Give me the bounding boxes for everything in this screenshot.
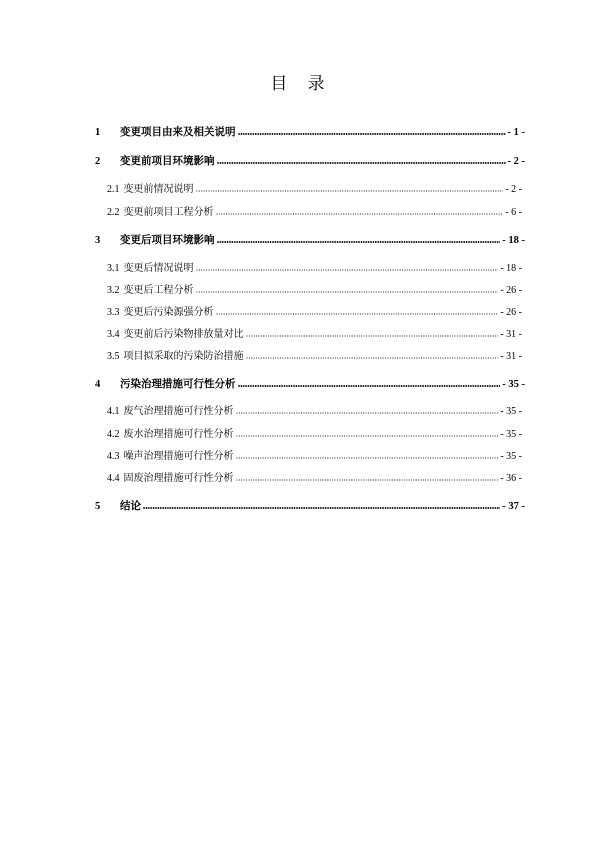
toc-entry-number: 2.1 xyxy=(107,184,120,195)
toc-entry-page: - 36 - xyxy=(500,473,522,484)
toc-entry-label: 变更前项目环境影响 xyxy=(120,156,215,167)
toc-entry-page: - 37 - xyxy=(502,501,525,512)
toc-entry-number: 4 xyxy=(95,379,101,390)
toc-entry-number: 5 xyxy=(95,501,101,512)
toc-entry-label: 变更项目由来及相关说明 xyxy=(120,127,236,138)
toc-entry-page: - 26 - xyxy=(500,285,522,296)
toc-entry-1[interactable] xyxy=(95,125,525,141)
toc-leader xyxy=(246,335,499,337)
toc-leader xyxy=(236,457,499,459)
toc-entry-3-5[interactable] xyxy=(107,349,522,365)
toc-entry-number: 3.4 xyxy=(107,329,120,340)
toc-entry-page: - 35 - xyxy=(502,379,525,390)
toc-entry-page: - 31 - xyxy=(500,351,522,362)
toc-entry-number: 3.3 xyxy=(107,307,120,318)
toc-leader xyxy=(238,385,501,387)
toc-leader xyxy=(196,291,499,293)
toc-leader xyxy=(196,269,499,271)
page-title: 目 录 xyxy=(270,74,333,93)
toc-leader xyxy=(216,213,504,215)
toc-entry-number: 3 xyxy=(95,235,101,246)
toc-entry-4-1[interactable] xyxy=(107,404,522,420)
toc-entry-3-2[interactable] xyxy=(107,283,522,299)
toc-entry-label: 变更后项目环境影响 xyxy=(120,235,215,246)
toc-entry-5[interactable] xyxy=(95,499,525,515)
toc-entry-label: 变更后污染源强分析 xyxy=(123,307,214,318)
toc-entry-page: - 6 - xyxy=(505,207,522,218)
toc-entry-label: 变更前后污染物排放量对比 xyxy=(123,329,244,340)
toc-entry-4-4[interactable] xyxy=(107,471,522,487)
toc-entry-label: 变更前情况说明 xyxy=(123,184,194,195)
toc-entry-page: - 18 - xyxy=(502,235,525,246)
toc-entry-page: - 35 - xyxy=(500,429,522,440)
toc-entry-label: 污染治理措施可行性分析 xyxy=(120,379,236,390)
toc-entry-label: 固废治理措施可行性分析 xyxy=(123,473,234,484)
toc-entry-4[interactable] xyxy=(95,377,525,393)
toc-leader xyxy=(143,507,500,509)
toc-entry-page: - 35 - xyxy=(500,406,522,417)
toc-entry-number: 4.4 xyxy=(107,473,120,484)
toc-leader xyxy=(216,313,499,315)
toc-entry-label: 变更前项目工程分析 xyxy=(123,207,214,218)
toc-entry-number: 2 xyxy=(95,156,101,167)
toc-entry-page: - 2 - xyxy=(505,184,522,195)
toc-leader xyxy=(246,357,499,359)
toc-entry-3[interactable] xyxy=(95,233,525,249)
toc-entry-3-3[interactable] xyxy=(107,305,522,321)
toc-entry-label: 废水治理措施可行性分析 xyxy=(123,429,234,440)
toc-entry-number: 3.1 xyxy=(107,263,120,274)
toc-entry-page: - 35 - xyxy=(500,451,522,462)
toc-leader xyxy=(236,412,499,414)
toc-entry-4-3[interactable] xyxy=(107,449,522,465)
toc-leader xyxy=(236,435,499,437)
toc-entry-2-2[interactable] xyxy=(107,205,522,221)
toc-entry-number: 2.2 xyxy=(107,207,120,218)
toc-entry-page: - 2 - xyxy=(507,156,525,167)
toc-entry-page: - 18 - xyxy=(500,263,522,274)
toc-entry-number: 4.3 xyxy=(107,451,120,462)
toc-leader xyxy=(238,133,506,135)
toc-entry-number: 3.2 xyxy=(107,285,120,296)
toc-entry-3-4[interactable] xyxy=(107,327,522,343)
toc-entry-label: 变更后情况说明 xyxy=(123,263,194,274)
toc-entry-number: 3.5 xyxy=(107,351,120,362)
toc-entry-number: 1 xyxy=(95,127,101,138)
toc-entry-2[interactable] xyxy=(95,154,525,170)
toc-entry-3-1[interactable] xyxy=(107,261,522,277)
toc-entry-page: - 26 - xyxy=(500,307,522,318)
toc-leader xyxy=(236,479,499,481)
toc-entry-page: - 1 - xyxy=(507,127,525,138)
toc-entry-label: 废气治理措施可行性分析 xyxy=(123,406,234,417)
toc-entry-4-2[interactable] xyxy=(107,427,522,443)
toc-entry-label: 结论 xyxy=(120,501,141,512)
toc-entry-label: 项目拟采取的污染防治措施 xyxy=(123,351,244,362)
toc-leader xyxy=(217,241,501,243)
toc-entry-number: 4.1 xyxy=(107,406,120,417)
toc-entry-page: - 31 - xyxy=(500,329,522,340)
toc-leader xyxy=(217,162,506,164)
toc-entry-label: 噪声治理措施可行性分析 xyxy=(123,451,234,462)
toc-entry-2-1[interactable] xyxy=(107,182,522,198)
toc-entry-number: 4.2 xyxy=(107,429,120,440)
toc-leader xyxy=(196,190,504,192)
toc-entry-label: 变更后工程分析 xyxy=(123,285,194,296)
